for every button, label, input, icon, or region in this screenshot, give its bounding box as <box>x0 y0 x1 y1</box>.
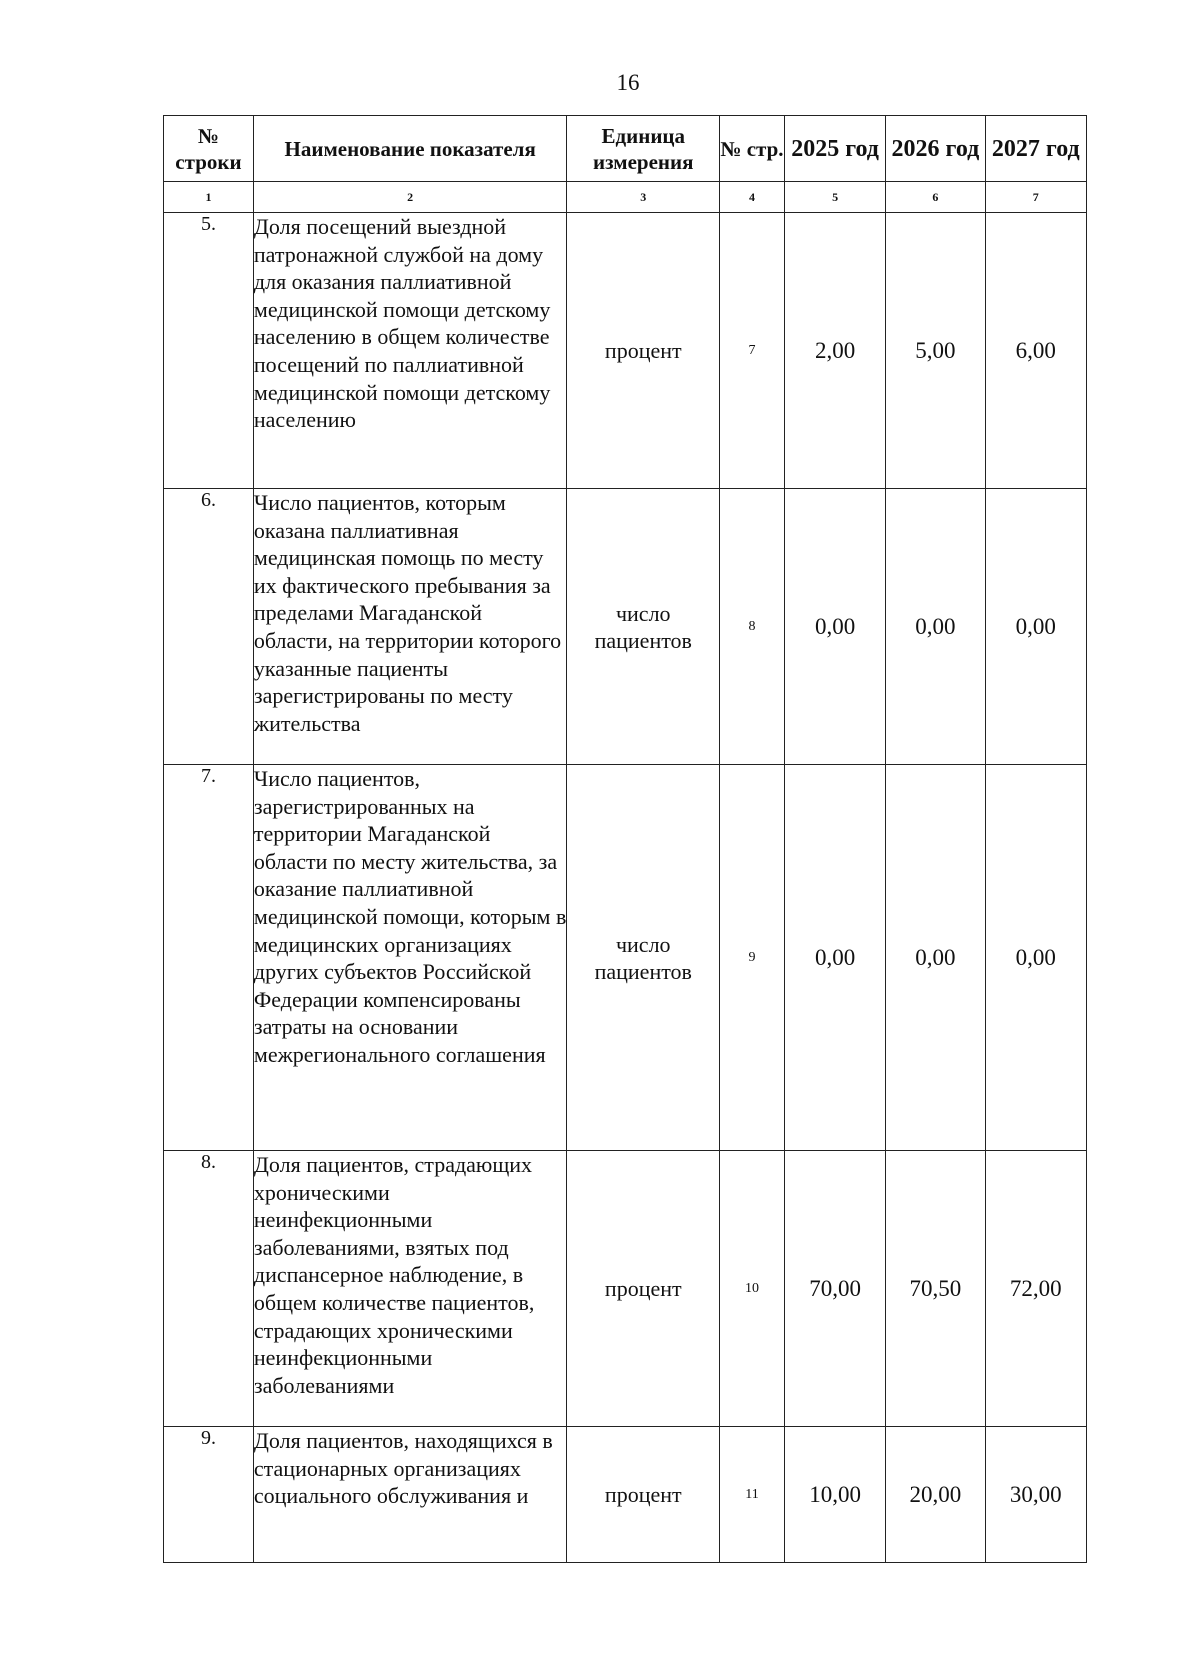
column-number: 5 <box>784 182 885 213</box>
column-number: 1 <box>164 182 254 213</box>
line-number: 10 <box>720 1151 785 1427</box>
unit: процент <box>567 213 720 489</box>
header-year-2027: 2027 год <box>985 116 1086 182</box>
row-number: 9. <box>164 1427 254 1563</box>
value-2026: 70,50 <box>886 1151 985 1427</box>
indicator-name: Доля пациентов, страдающих хроническими неинфекционными заболеваниями, взятых под диспансерное наблюдение, в общем количестве пациентов, страдающих хроническими неинфекционными заболеваниями <box>253 1151 567 1427</box>
value-2027: 0,00 <box>985 765 1086 1151</box>
column-number: 3 <box>567 182 720 213</box>
value-2027: 0,00 <box>985 489 1086 765</box>
value-2025: 2,00 <box>784 213 885 489</box>
table-row <box>164 1151 1087 1427</box>
column-number: 4 <box>720 182 785 213</box>
line-number: 8 <box>720 489 785 765</box>
unit: процент <box>567 1427 720 1563</box>
table-row <box>164 765 1087 1151</box>
page-number: 16 <box>616 70 640 95</box>
row-number: 5. <box>164 213 254 489</box>
line-number: 9 <box>720 765 785 1151</box>
row-number: 8. <box>164 1151 254 1427</box>
value-2027: 72,00 <box>985 1151 1086 1427</box>
header-line-no: № стр. <box>720 116 785 182</box>
header-year-2026: 2026 год <box>886 116 985 182</box>
value-2026: 0,00 <box>886 489 985 765</box>
column-number: 2 <box>253 182 567 213</box>
value-2025: 0,00 <box>784 765 885 1151</box>
value-2025: 0,00 <box>784 489 885 765</box>
header-indicator-name: Наименование показателя <box>253 116 567 182</box>
value-2027: 6,00 <box>985 213 1086 489</box>
table-row <box>164 1427 1087 1563</box>
header-row <box>164 116 1087 182</box>
line-number: 7 <box>720 213 785 489</box>
table-row <box>164 489 1087 765</box>
value-2026: 5,00 <box>886 213 985 489</box>
indicator-name: Число пациентов, которым оказана паллиативная медицинская помощь по месту их фактического пребывания за пределами Магаданской области, на территории которого указанные пациенты зарегистрированы по месту жительства <box>253 489 567 765</box>
header-row-no: № строки <box>164 116 254 182</box>
value-2025: 70,00 <box>784 1151 885 1427</box>
unit: число пациентов <box>567 765 720 1151</box>
header-year-2025: 2025 год <box>784 116 885 182</box>
value-2026: 0,00 <box>886 765 985 1151</box>
value-2027: 30,00 <box>985 1427 1086 1563</box>
indicator-name: Доля пациентов, находящихся в стационарных организациях социального обслуживания и <box>253 1427 567 1563</box>
column-number: 7 <box>985 182 1086 213</box>
row-number: 6. <box>164 489 254 765</box>
line-number: 11 <box>720 1427 785 1563</box>
value-2026: 20,00 <box>886 1427 985 1563</box>
row-number: 7. <box>164 765 254 1151</box>
indicator-name: Доля посещений выездной патронажной службой на дому для оказания паллиативной медицинской помощи детскому населению в общем количестве посещений по паллиативной медицинской помощи детскому населению <box>253 213 567 489</box>
unit: процент <box>567 1151 720 1427</box>
unit: число пациентов <box>567 489 720 765</box>
indicator-name: Число пациентов, зарегистрированных на территории Магаданской области по месту жительства, за оказание паллиативной медицинской помощи, которым в медицинских организациях других субъектов Российской Федерации компенсированы затраты на основании межрегионального соглашения <box>253 765 567 1151</box>
value-2025: 10,00 <box>784 1427 885 1563</box>
table-row <box>164 213 1087 489</box>
header-unit: Единица измерения <box>567 116 720 182</box>
indicators-table <box>163 115 1087 1563</box>
column-number: 6 <box>886 182 985 213</box>
column-number-row <box>164 182 1087 213</box>
